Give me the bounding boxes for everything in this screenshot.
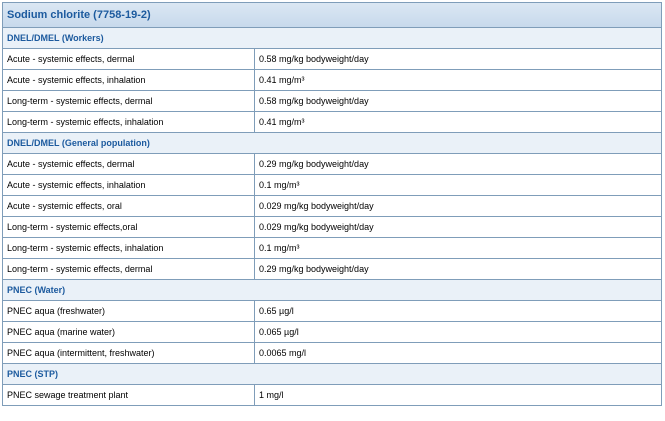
table-row [3, 301, 661, 322]
table-row [3, 259, 661, 280]
row-label: PNEC aqua (marine water) [3, 322, 255, 342]
row-label: Long-term - systemic effects,oral [3, 217, 255, 237]
section-heading-dnel-workers: DNEL/DMEL (Workers) [3, 28, 661, 49]
row-value: 1 mg/l [259, 390, 284, 400]
row-label: PNEC aqua (intermittent, freshwater) [3, 343, 255, 363]
table-title: Sodium chlorite (7758-19-2) [3, 2, 661, 28]
row-value: 0.29 mg/kg bodyweight/day [259, 264, 369, 274]
row-value: 0.0065 mg/l [259, 348, 307, 358]
row-label: Acute - systemic effects, inhalation [3, 70, 255, 90]
table-row [3, 238, 661, 259]
table-row [3, 175, 661, 196]
row-value: 0.65 µg/l [259, 306, 294, 316]
row-label: Acute - systemic effects, inhalation [3, 175, 255, 195]
section-heading-dnel-general-population: DNEL/DMEL (General population) [3, 133, 661, 154]
row-value: 0.58 mg/kg bodyweight/day [259, 54, 369, 64]
row-value: 0.29 mg/kg bodyweight/day [259, 159, 369, 169]
row-label: Long-term - systemic effects, inhalation [3, 112, 255, 132]
row-label: Long-term - systemic effects, inhalation [3, 238, 255, 258]
row-label: Long-term - systemic effects, dermal [3, 91, 255, 111]
row-label: Long-term - systemic effects, dermal [3, 259, 255, 279]
row-value: 0.029 mg/kg bodyweight/day [259, 201, 374, 211]
row-value: 0.1 mg/m³ [259, 180, 300, 190]
row-label: Acute - systemic effects, dermal [3, 154, 255, 174]
row-label: Acute - systemic effects, dermal [3, 49, 255, 69]
section-heading-pnec-stp: PNEC (STP) [3, 364, 661, 385]
table-row [3, 322, 661, 343]
table-row [3, 343, 661, 364]
table-row [3, 112, 661, 133]
table-row [3, 49, 661, 70]
row-label: Acute - systemic effects, oral [3, 196, 255, 216]
substance-data-table [2, 2, 662, 406]
row-value: 0.41 mg/m³ [259, 75, 305, 85]
table-row [3, 217, 661, 238]
section-heading-pnec-water: PNEC (Water) [3, 280, 661, 301]
row-label: PNEC aqua (freshwater) [3, 301, 255, 321]
row-value: 0.029 mg/kg bodyweight/day [259, 222, 374, 232]
table-row [3, 385, 661, 406]
table-row [3, 154, 661, 175]
row-value: 0.1 mg/m³ [259, 243, 300, 253]
row-value: 0.58 mg/kg bodyweight/day [259, 96, 369, 106]
row-value: 0.065 µg/l [259, 327, 299, 337]
table-row [3, 196, 661, 217]
table-row [3, 91, 661, 112]
table-row [3, 70, 661, 91]
row-value: 0.41 mg/m³ [259, 117, 305, 127]
row-label: PNEC sewage treatment plant [3, 385, 255, 405]
